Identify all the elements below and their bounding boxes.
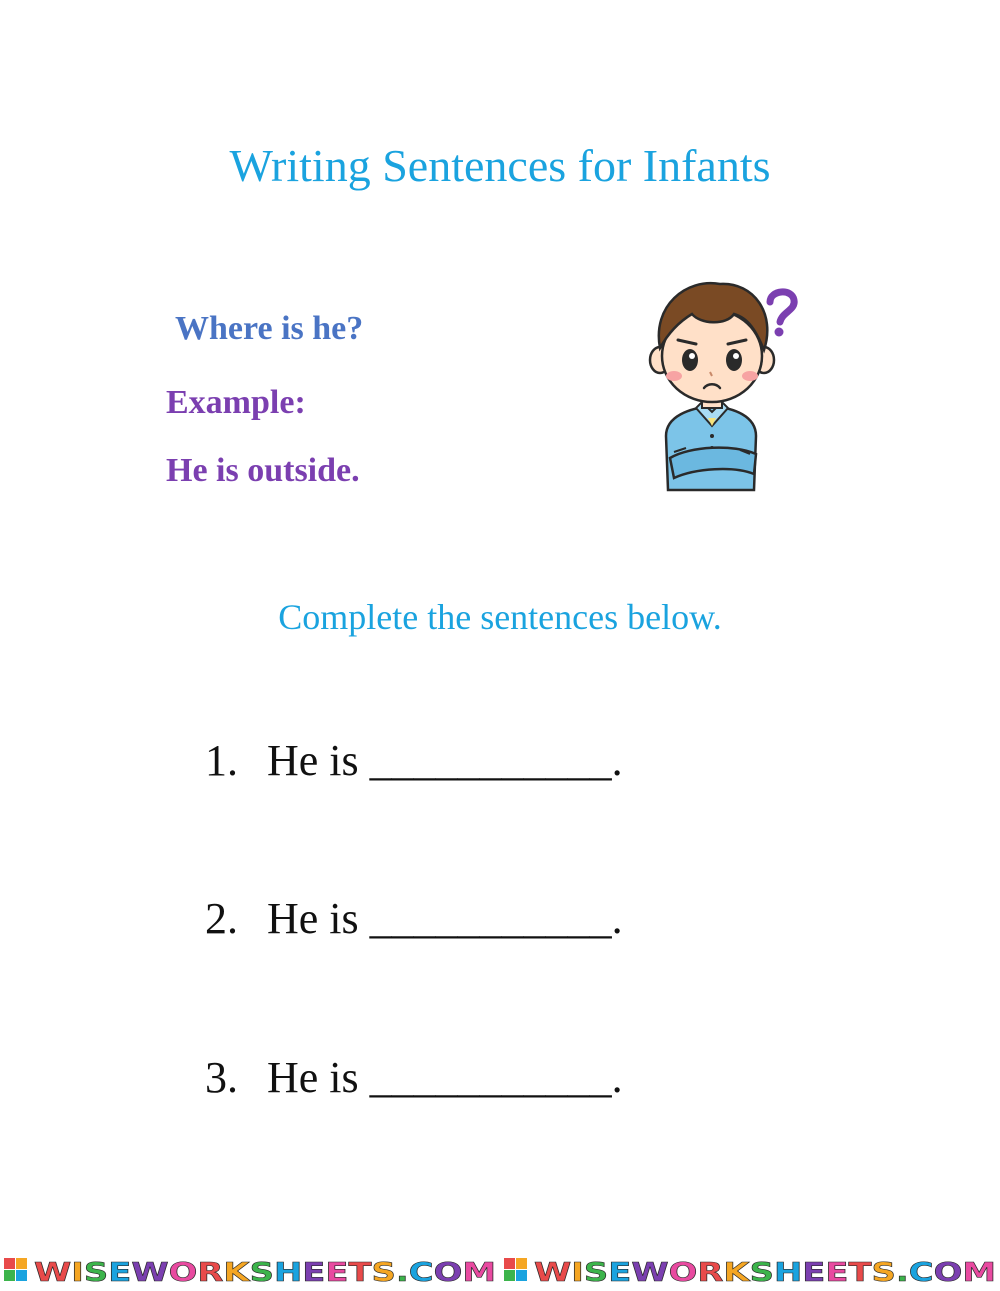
sentence-item-2	[205, 894, 623, 944]
footer-watermark	[0, 1252, 1000, 1288]
example-sentence: He is outside.	[166, 452, 360, 489]
item-number: 1.	[205, 736, 238, 785]
item-text: He is ___________.	[267, 894, 623, 943]
confused-boy-illustration	[630, 268, 810, 493]
item-text: He is ___________.	[267, 736, 623, 785]
item-number: 2.	[205, 894, 238, 943]
question-mark-icon	[770, 292, 794, 337]
prompt-question: Where is he?	[175, 310, 364, 347]
sentence-item-1	[205, 736, 623, 786]
example-label: Example:	[166, 384, 306, 421]
item-text: He is ___________.	[267, 1053, 623, 1102]
sentence-item-3	[205, 1053, 623, 1103]
wise-logo-icon	[4, 1258, 27, 1281]
wise-logo-icon	[504, 1258, 527, 1281]
item-number: 3.	[205, 1053, 238, 1102]
watermark-text: W I S E W O R K S H E E T S . C O M	[534, 1258, 989, 1288]
watermark-text: W I S E W O R K S H E E T S . C O M	[34, 1258, 489, 1288]
instruction-text: Complete the sentences below.	[278, 597, 722, 637]
page-title: Writing Sentences for Infants	[229, 140, 771, 191]
